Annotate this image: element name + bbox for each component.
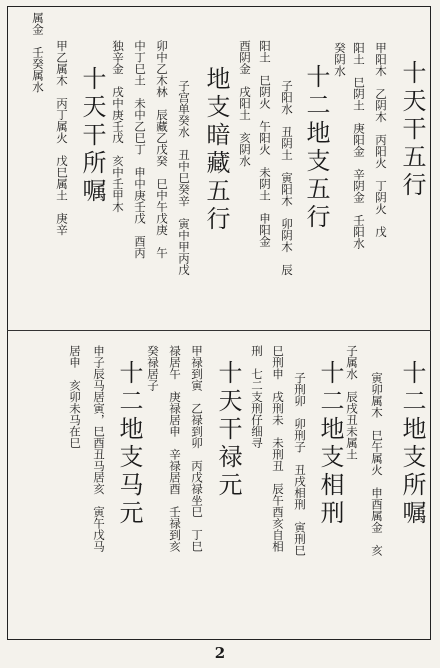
heading-twelve-branches-punishment: 十二地支相刑 <box>316 360 344 528</box>
text-line: 独辛金 戌中庚壬戊 亥中壬甲木 <box>111 40 125 213</box>
heading-ten-stems-prosperity: 十天干禄元 <box>214 360 242 500</box>
text-line: 申子辰马居寅，巳酉丑马居亥 寅午戊马 <box>92 345 106 552</box>
text-line: 中丁巳土 未中乙巳丁 申中庚壬戊 酉丙 <box>133 40 147 259</box>
heading-twelve-branches-belonging: 十二地支所嘱 <box>398 360 426 528</box>
text-line: 甲阳木 乙阴木 丙阳火 丁阴火 戊 <box>374 42 388 238</box>
text-line: 居申 亥卯未马在巳 <box>68 345 82 449</box>
text-line: 禄居午 庚禄居申 辛禄居酉 壬禄到亥 <box>168 345 182 552</box>
text-line: 卯中乙木林 辰藏乙戊癸 巳中午戊庚 午 <box>155 40 169 259</box>
text-line: 巳刑申 戌刑未 未刑丑 辰午酉亥自相 <box>271 345 285 552</box>
heading-twelve-branches-five-elements: 十二地支五行 <box>302 64 330 232</box>
text-line: 甲乙属木 丙丁属火 戊巳属土 庚辛 <box>55 40 69 236</box>
heading-twelve-branches-horse: 十二地支马元 <box>115 360 143 528</box>
text-line: 癸阴水 <box>333 42 347 77</box>
section-divider <box>7 330 431 331</box>
text-line: 癸禄居子 <box>146 345 160 391</box>
text-line: 子刑卯 卯刑子 丑戌相刑 寅刑巳 <box>293 372 307 556</box>
text-line: 子属水 辰戌丑未属土 <box>345 345 359 460</box>
text-line: 寅卯属木 巳午属火 申酉属金 亥 <box>370 372 384 556</box>
text-line: 阳土 巳阴土 庚阳金 辛阴金 壬阳水 <box>352 42 366 249</box>
text-line: 刑 七二支刑仔细寻 <box>250 345 264 449</box>
heading-ten-stems-belonging: 十天干所嘱 <box>78 66 106 206</box>
heading-hidden-stems: 地支暗藏五行 <box>202 66 230 234</box>
text-line: 阳土 巳阴火 午阳火 未阴土 申阳金 <box>258 40 272 247</box>
text-line: 酉阴金 戌阳土 亥阴水 <box>238 40 252 167</box>
page-number: 2 <box>214 644 226 662</box>
text-line: 甲禄到寅 乙禄到卯 丙戊禄坐巳 丁巳 <box>190 345 204 552</box>
text-line: 属金 壬癸属水 <box>31 12 45 93</box>
text-line: 子阳水 丑阴土 寅阳木 卯阴木 辰 <box>280 80 294 276</box>
heading-ten-stems-five-elements: 十天干五行 <box>398 60 426 200</box>
text-line: 子宫单癸水 丑中巳癸辛 寅中甲丙戊 <box>177 80 191 276</box>
